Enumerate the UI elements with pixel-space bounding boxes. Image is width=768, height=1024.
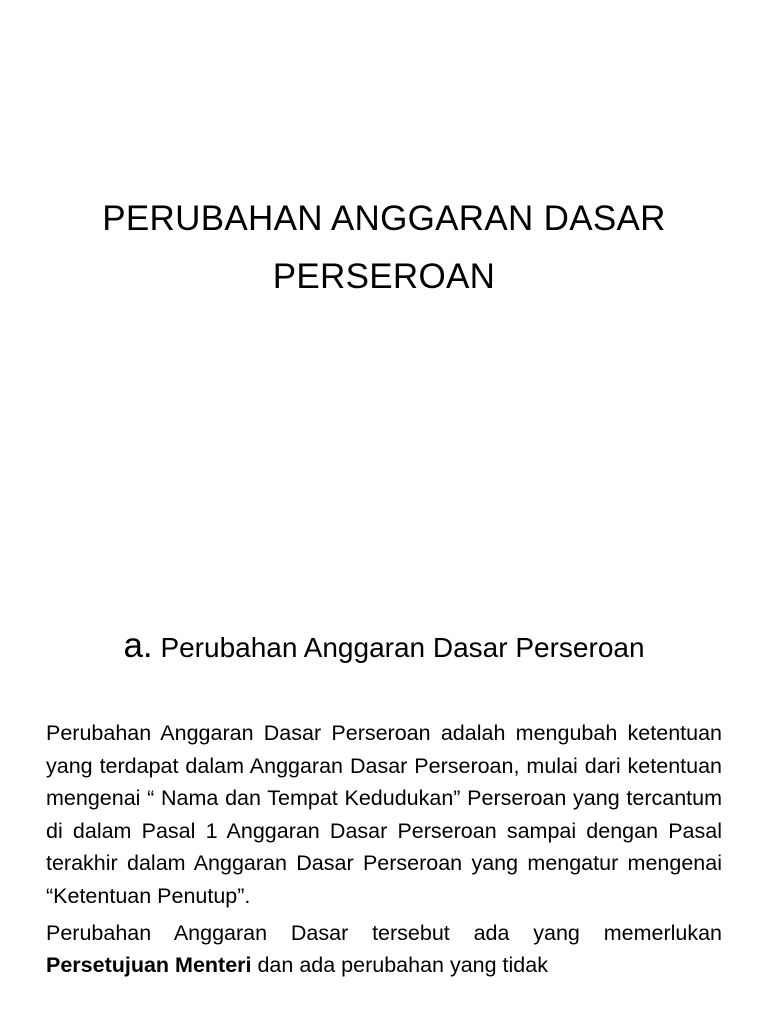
body-paragraph-2-end: dan ada perubahan yang tidak xyxy=(251,953,548,978)
section-heading-text: Perubahan Anggaran Dasar Perseroan xyxy=(160,632,645,663)
slide-title-line-1: PERUBAHAN ANGGARAN DASAR xyxy=(102,199,666,238)
body-paragraph-1: Perubahan Anggaran Dasar Perseroan adalah mengubah ketentuan yang terdapat dalam Anggaran Dasar Perseroan, mulai dari ketentuan mengenai “ Nama dan Tempat Kedudukan” Perseroan yang tercantum di dalam Pasal 1 Anggaran Dasar Perseroan sampai dengan Pasal terakhir dalam Anggaran Dasar Perseroan yang mengatur mengenai “Ketentuan Penutup”. xyxy=(46,721,722,908)
slide-title-line-2: PERSEROAN xyxy=(272,257,496,296)
slide-title xyxy=(40,190,728,306)
section-marker: a. xyxy=(123,626,153,665)
section-heading xyxy=(40,626,728,668)
body-paragraph-2-start: Perubahan Anggaran Dasar tersebut ada yang memerlukan xyxy=(46,920,722,945)
body-paragraph-2-bold: Persetujuan Menteri xyxy=(46,953,252,978)
body-paragraph-2 xyxy=(46,917,722,982)
body-text xyxy=(46,717,722,986)
